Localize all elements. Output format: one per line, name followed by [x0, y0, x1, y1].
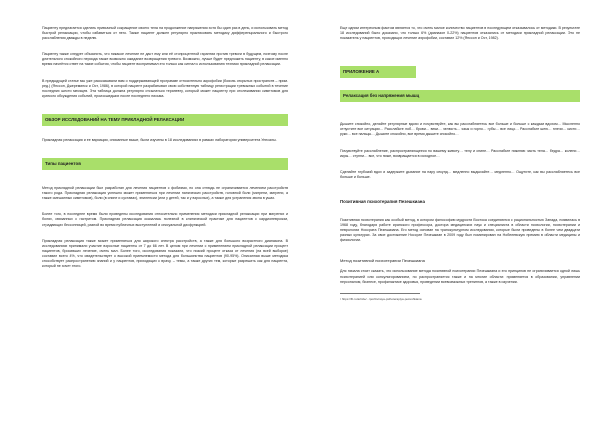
paragraph: Метод прикладной релаксации был разработан для лечения пациентов с фобиями, но она отнюдь не ограничивается лечением расстройств такого рода. Прикладная релаксация успешно может применяться при лечении панических расстройств, головной боли (мигрени, мигрени, а также смешанных симптомов), боли (в спине и суставах), эпилепсии (или у детей, так и у взрослых), а также для устранения звона в ушах. [42, 186, 288, 201]
section-heading-appendix: ПРИЛОЖЕНИЕ А [340, 66, 416, 78]
section-heading-relaxation: Релаксация без напряжения мышц [340, 90, 580, 102]
section-heading-review: ОБЗОР ИССЛЕДОВАНИЙ НА ТЕМУ ПРИКЛАДНОЙ РЕЛАКСАЦИИ [42, 114, 288, 126]
paragraph: Пациенту также следует объяснить, что никакое лечение не даст ему или её стопроцентной гарантии против тревоги в будущем, поэтому после длительного спокойного периода также возможно ожидание возвращения тревоги. Возможно, лучше будет предложить пациенту, в какое именно время начнётся ответ на такие события, чтобы пациент воспринимал это только как сигнал к использованию техники прикладной релаксации. [42, 52, 288, 67]
paragraph: Для начала стоит сказать, что использование метода позитивной психотерапии Пезешкиана и его принципов не ограничивается одной лишь психотерапией или консультированием, но распространяется также и на многие области: применяется в образовании, управлении персоналом, бизнесе, профилактике здоровья, проведении всевозможных тренингов, а также в изучении. [340, 269, 580, 284]
paragraph: Прикладная релаксация также может применяться для широкого спектра расстройств, а также для большого возрастного диапазона. В исследованиях принимали участие взрослые пациенты от 7 до 66 лет. В целом при лечении с применением прикладной релаксации процент пациентов, бросивших лечение, очень мал. Более того, исследования показали, что низкий процент отказа от лечения (на всей выборке) составил всего 4%, что свидетельствует о высокой приемлемости метода для большинства пациентов (90-95%). Описанная выше методика способствует распространению знаний и у пациентов, приходящих к врачу, – темы, а также других тем, которые разрешить как для пациента, который не хочет этого. [42, 238, 288, 269]
section-heading-positive-psychotherapy: Позитивная психотерапия Пезешкиана [340, 198, 425, 204]
method-title: Метод позитивной психотерапии Пезешкиана [340, 258, 425, 264]
paragraph: Позитивная психотерапия как особый метод, в котором философию мудрости Востока соединяются с рациональностью Запада, появилась в 1968 году, благодаря работе иранского профессора, доктора медицинских наук и специалиста в области психологии, психотерапии и неврологии Носсрата Пезешкиана. Его метод основан на транскультурном исследовании, которые были проведены в более чем двадцати разных культурах. За свое достижение Носсрат Пезешкиан в 2009 году был номинирован на Нобелевскую премию в области медицины и физиологии. [340, 217, 580, 243]
footnote-divider [340, 293, 420, 294]
footnote: ¹ https://fb.ru/article/.../pozitivnaya-psihoterapiya-pezeshkiana [340, 296, 422, 301]
paragraph: Еще одним интересным фактом является то, что очень малое количество пациентов в последующем отказывалось от методики. В результате 18 исследований было доказано, что только 6% (диапазон 0-22%) пациентов отказались от методики прикладной релаксации. Это не показатель у пациентов, проходящих лечение аэрофобии, составил 12% (Янссон и Ост, 1982). [340, 26, 580, 41]
paragraph: Почувствуйте расслабление, распространяющееся по вашему животу… телу и спине… Расслабьте нижнюю часть тела… бедра… колени… икры… ступни… все, что ниже, возвращается в исходное… [340, 148, 580, 158]
paragraph: Пациенту предлагается сделать привычный сокращение своего тела на продолжение напряжения хотя бы один раз в день, и использовать метод быстрой релаксации, чтобы избавиться от него. Также пациент должен регулярно практиковать методику дифференциального и быстрого расслабления дважды в неделю. [42, 26, 288, 41]
paragraph: В предыдущей статье мы уже рассказывали вам о поддерживающей программе относительно акрофобии (боязнь открытых пространств – прим. ред.) (Янссон, Джереминск и Ост, 1986), в которой пациент разрабатывал свою собственную таблицу регистрации тревожных событий в течение последних шести месяцев. Эта таблица должна регулярно отсылаться терапевту, который может пациенту при отслеживании симптомов для краткого обсуждения событий, произошедших после последнего письма. [42, 78, 288, 98]
paragraph: Дышите спокойно, делайте регулярные вдохи и почувствуйте, как вы расслабляетесь все больше и больше с каждым вдохом… Мысленно отпустите все ситуации… Расслабьте лоб… брови… веки… челюсть… язык и горло… губы… все лицо… Расслабьте шею… плечи… кисти… руки… все пальцы… Дышите спокойно, все время дышите спокойно… [340, 122, 580, 137]
paragraph: Сделайте глубокий вдох и задержите дыхание на пару секунд… медленно выдыхайте… медленно… Ощутите, как вы расслабляетесь все больше и больше. [340, 169, 580, 179]
paragraph: Более того, в последнее время были проведены исследования относительно применения методики прикладной релаксации при мигренях и болях, связанных с гастритом. Прикладная релаксация оказалась полезной в клинической практике для пациентов с кардионеврозом, страдающих бессонницей, разной во время публичных выступлений и сексуальной дисфункцией. [42, 212, 288, 227]
right-column [340, 26, 580, 301]
paragraph: Прикладная релаксация и ее вариации, описанные выше, были изучены в 18 исследованиях в рамках лаборатории университета Уппсалы. [42, 137, 277, 142]
section-heading-patient-types: Типы пациентов [42, 158, 288, 170]
left-column [42, 26, 288, 274]
